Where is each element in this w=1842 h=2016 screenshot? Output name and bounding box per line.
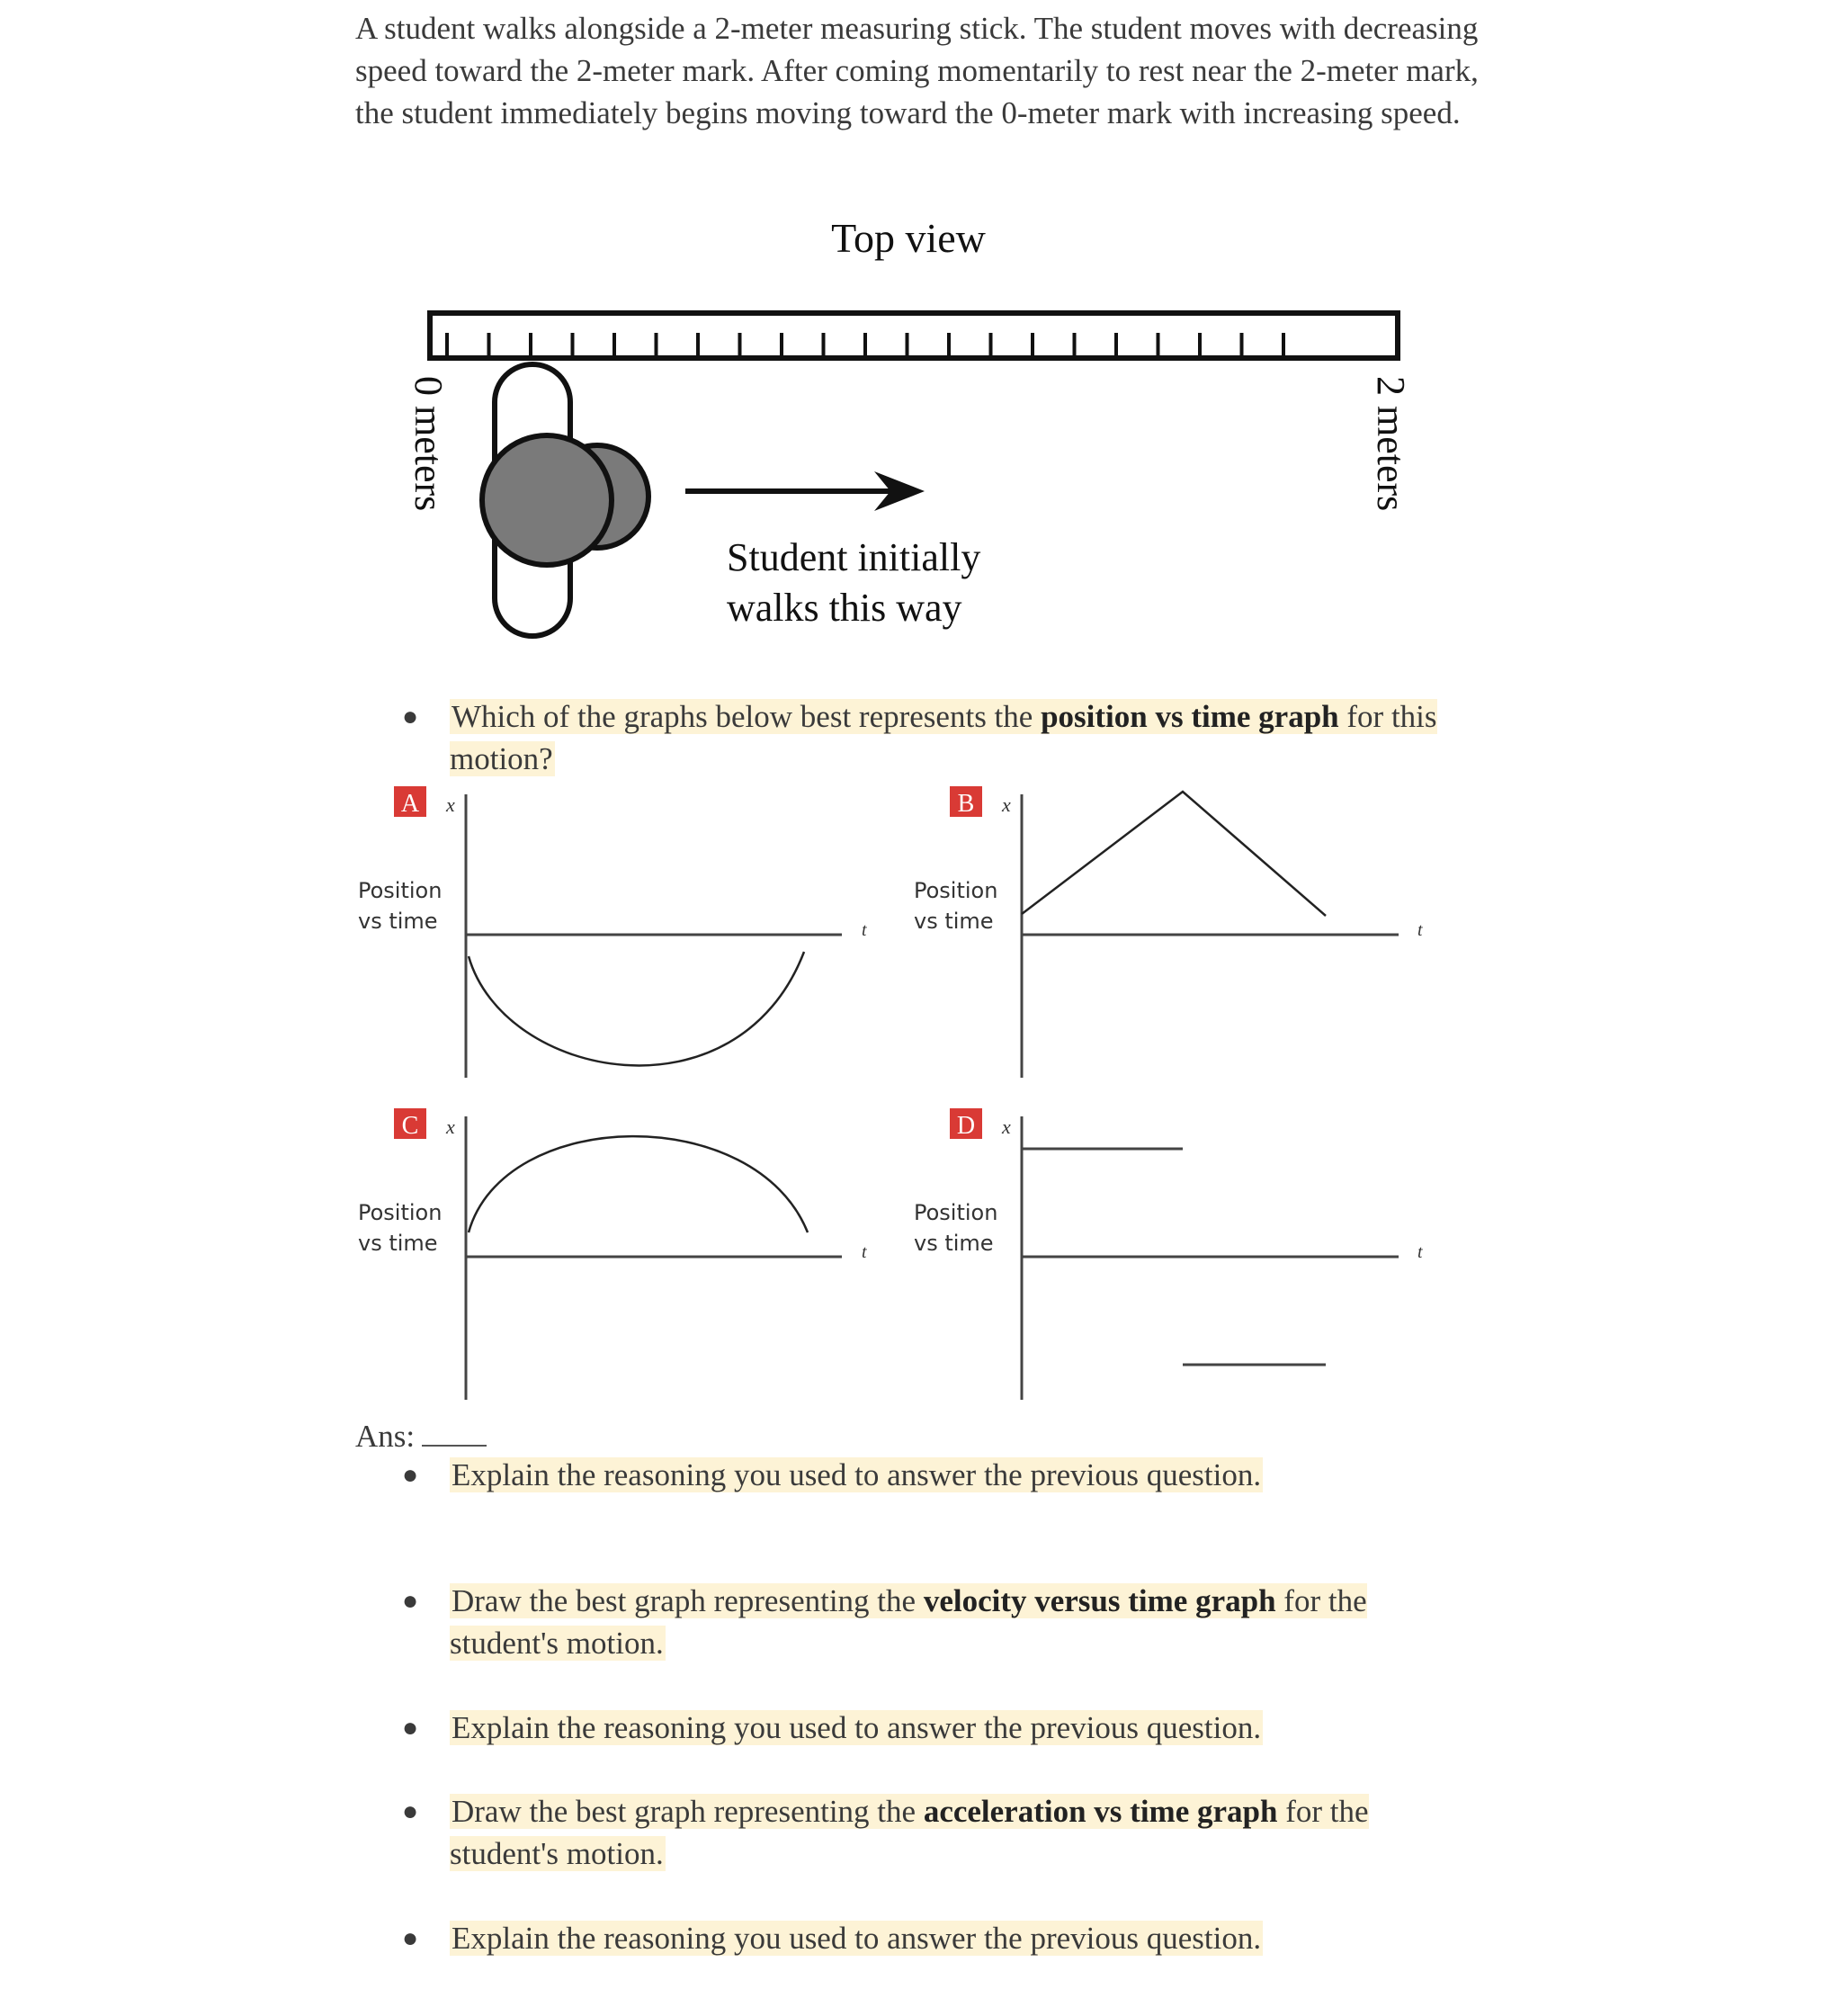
intro-paragraph: A student walks alongside a 2-meter measuring stick. The student moves with decreasing speed toward the 2-meter mark. After coming momentarily to rest near the 2-meter mark, the student immediately begins moving toward the 0-meter mark with increasing speed. xyxy=(355,11,1479,130)
bullet-icon: ● xyxy=(402,1586,419,1616)
question-text: Explain the reasoning you used to answer the previous question. xyxy=(452,1710,1262,1745)
label-two-meters: 2 meters xyxy=(1369,376,1413,512)
graph-c-label-2: vs time xyxy=(358,1231,438,1256)
bullet-icon: ● xyxy=(402,1796,419,1826)
graph-b xyxy=(914,786,1423,1078)
caption-line-2: walks this way xyxy=(727,586,962,630)
graph-b-curve xyxy=(1022,792,1326,916)
graph-b-t-label: t xyxy=(1417,920,1423,940)
question-explain-1 xyxy=(402,1454,1263,1496)
graph-d-x-label: x xyxy=(1002,1116,1011,1138)
answer-line xyxy=(355,1415,487,1457)
graph-d-label-2: vs time xyxy=(914,1231,994,1256)
badge-d-letter: D xyxy=(956,1112,976,1140)
question-text: Explain the reasoning you used to answer the previous question. xyxy=(452,1921,1262,1956)
graph-c-curve xyxy=(469,1136,808,1232)
student-figure xyxy=(482,364,648,636)
measuring-stick xyxy=(430,313,1398,358)
graph-c-t-label: t xyxy=(862,1242,867,1262)
graph-d-label-1: Position xyxy=(914,1200,998,1225)
graph-d-t-label: t xyxy=(1417,1242,1423,1262)
graph-c-label-1: Position xyxy=(358,1200,443,1225)
graph-b-x-label: x xyxy=(1002,793,1011,816)
bullet-icon: ● xyxy=(402,1460,419,1490)
badge-a-letter: A xyxy=(400,790,420,818)
question-explain-3 xyxy=(402,1917,1263,1959)
badge-c-letter: C xyxy=(401,1112,419,1140)
graph-a-label-1: Position xyxy=(358,878,443,903)
badge-b-letter: B xyxy=(957,790,975,818)
graph-a-curve xyxy=(469,952,804,1065)
question-position-graph xyxy=(402,695,1448,780)
question-acceleration-graph xyxy=(402,1790,1385,1875)
graph-b-label-1: Position xyxy=(914,878,998,903)
figure-title: Top view xyxy=(831,215,986,261)
label-zero-meters: 0 meters xyxy=(407,376,451,512)
question-text: Draw the best graph representing the velocity versus time graph for the student's motion. xyxy=(450,1583,1367,1661)
graph-c xyxy=(358,1108,867,1400)
graph-a xyxy=(358,786,867,1078)
graph-b-label-2: vs time xyxy=(914,909,994,934)
question-explain-2 xyxy=(402,1707,1263,1749)
direction-arrow xyxy=(685,471,925,511)
ans-label: Ans: xyxy=(355,1419,416,1454)
bullet-icon: ● xyxy=(402,702,419,731)
bullet-icon: ● xyxy=(402,1923,419,1953)
question-text: Which of the graphs below best represents the position vs time graph for this motion? xyxy=(450,699,1437,776)
graph-d xyxy=(914,1108,1423,1400)
caption-line-1: Student initially xyxy=(727,535,981,579)
graph-a-label-2: vs time xyxy=(358,909,438,934)
question-velocity-graph xyxy=(402,1580,1385,1664)
graph-a-x-label: x xyxy=(446,793,455,816)
graph-a-t-label: t xyxy=(862,920,867,940)
question-text: Draw the best graph representing the acceleration vs time graph for the student's motion. xyxy=(450,1794,1369,1871)
bullet-icon: ● xyxy=(402,1713,419,1743)
question-text: Explain the reasoning you used to answer the previous question. xyxy=(452,1457,1262,1492)
answer-blank[interactable] xyxy=(422,1418,487,1447)
graph-c-x-label: x xyxy=(446,1116,455,1138)
